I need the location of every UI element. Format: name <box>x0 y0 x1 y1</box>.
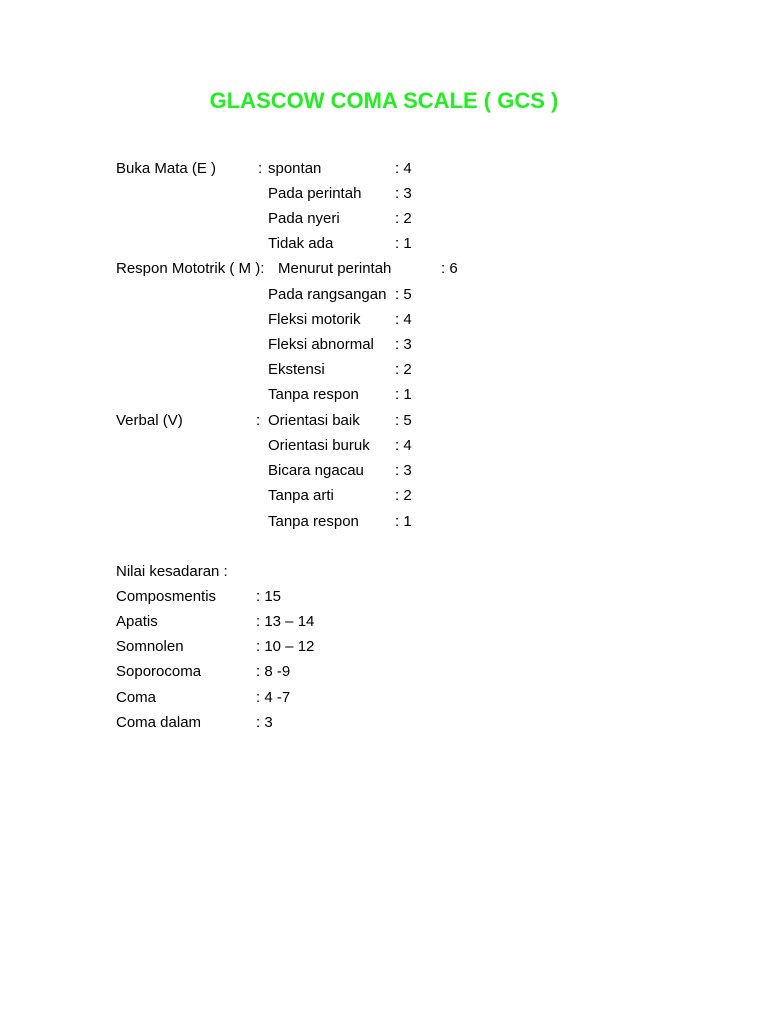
motor-score: : 6 <box>441 260 458 277</box>
eye-score: : 4 <box>395 160 412 177</box>
consciousness-label: Apatis <box>116 613 158 630</box>
consciousness-heading: Nilai kesadaran : <box>116 563 228 580</box>
verbal-score: : 3 <box>395 462 412 479</box>
verbal-separator: : <box>256 412 261 429</box>
motor-score: : 2 <box>395 361 412 378</box>
motor-score: : 1 <box>395 386 412 403</box>
motor-item: Tanpa respon <box>268 386 359 403</box>
consciousness-label: Coma dalam <box>116 714 202 731</box>
verbal-score: : 4 <box>395 437 412 454</box>
verbal-item: Orientasi baik <box>268 412 360 429</box>
consciousness-value: : 3 <box>256 714 273 731</box>
consciousness-label: Soporocoma <box>116 663 202 680</box>
verbal-item: Tanpa respon <box>268 513 359 530</box>
motor-item: Fleksi abnormal <box>268 336 374 353</box>
consciousness-label: Somnolen <box>116 638 184 655</box>
consciousness-label: Coma <box>116 689 157 706</box>
motor-item: Menurut perintah <box>278 260 392 277</box>
verbal-item: Bicara ngacau <box>268 462 364 479</box>
eye-label: Buka Mata (E ) <box>116 160 217 177</box>
eye-item: Pada nyeri <box>268 210 340 227</box>
eye-score: : 3 <box>395 185 412 202</box>
motor-score: : 4 <box>395 311 412 328</box>
verbal-score: : 5 <box>395 412 412 429</box>
motor-score: : 5 <box>395 286 412 303</box>
page-title: GLASCOW COMA SCALE ( GCS ) <box>209 88 559 113</box>
verbal-item: Orientasi buruk <box>268 437 370 454</box>
motor-item: Ekstensi <box>268 361 325 378</box>
consciousness-label: Composmentis <box>116 588 217 605</box>
verbal-item: Tanpa arti <box>268 487 334 504</box>
eye-score: : 2 <box>395 210 412 227</box>
consciousness-value: : 10 – 12 <box>256 638 315 655</box>
verbal-score: : 2 <box>395 487 412 504</box>
motor-label: Respon Mototrik ( M ): <box>116 260 265 277</box>
eye-score: : 1 <box>395 235 412 252</box>
motor-item: Pada rangsangan <box>268 286 387 303</box>
consciousness-value: : 15 <box>256 588 282 605</box>
verbal-score: : 1 <box>395 513 412 530</box>
consciousness-value: : 4 -7 <box>256 689 291 706</box>
consciousness-value: : 13 – 14 <box>256 613 315 630</box>
eye-item: Tidak ada <box>268 235 334 252</box>
verbal-label: Verbal (V) <box>116 412 183 429</box>
eye-item: spontan <box>268 160 322 177</box>
motor-item: Fleksi motorik <box>268 311 361 328</box>
motor-score: : 3 <box>395 336 412 353</box>
eye-item: Pada perintah <box>268 185 362 202</box>
consciousness-value: : 8 -9 <box>256 663 291 680</box>
eye-separator: : <box>258 160 263 177</box>
